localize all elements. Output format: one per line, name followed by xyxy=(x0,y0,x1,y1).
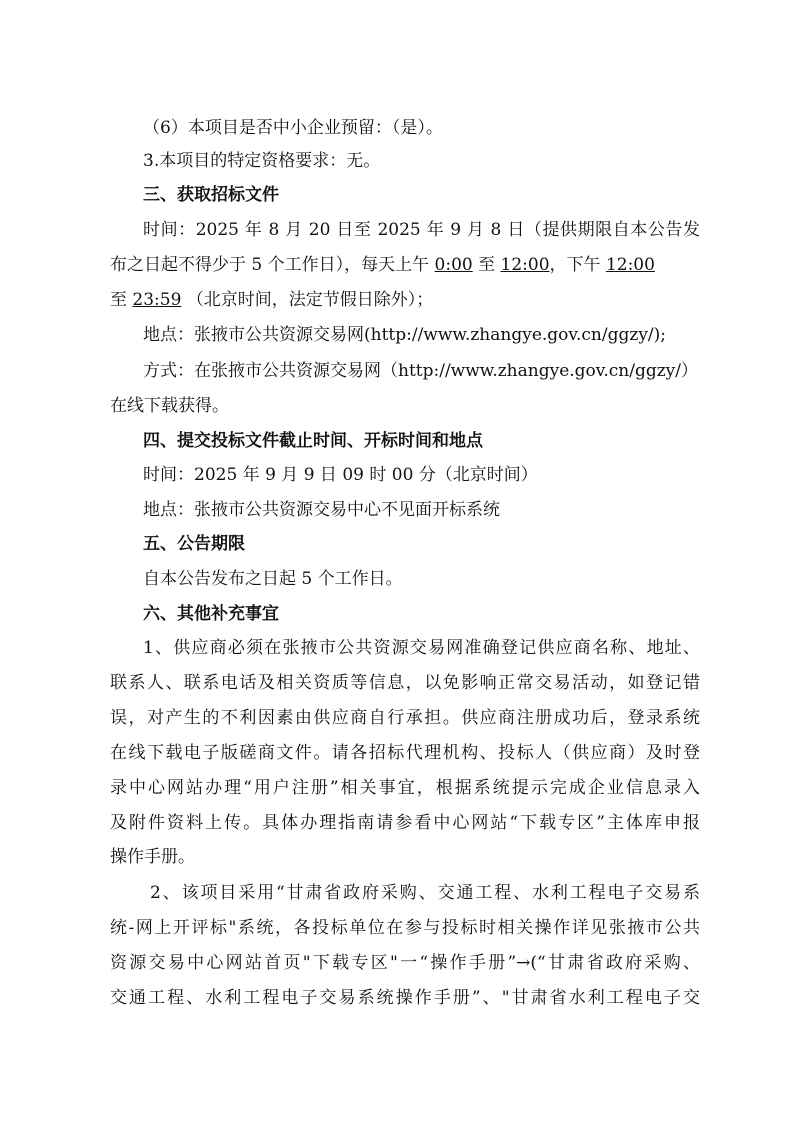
paragraph-2-line: 统-网上开评标"系统，各投标单位在参与投标时相关操作详见张掖市公共 xyxy=(110,918,700,938)
paragraph-1-line: 及附件资料上传。具体办理指南请参看中心网站“下载专区”主体库申报 xyxy=(110,813,700,833)
paragraph-1-line: 联系人、联系电话及相关资质等信息，以免影响正常交易活动，如登记错 xyxy=(110,673,700,693)
time-line-3-text: （北京时间，法定节假日除外）； xyxy=(181,290,434,310)
time-sep-1: 至 xyxy=(472,255,501,275)
deadline-place: 地点：张掖市公共资源交易中心不见面开标系统 xyxy=(143,500,500,520)
qualification-line: 3.本项目的特定资格要求：无。 xyxy=(143,151,381,171)
pm-end-time: 23:59 xyxy=(132,290,182,310)
section-heading-6: 六、其他补充事宜 xyxy=(143,604,279,624)
paragraph-2-line: 2、该项目采用“甘肃省政府采购、交通工程、水利工程电子交易系 xyxy=(150,883,700,903)
time-line-3-prefix: 至 xyxy=(110,290,133,310)
method-line-2: 在线下载获得。 xyxy=(110,396,229,416)
time-line-1: 时间：2025 年 8 月 20 日至 2025 年 9 月 8 日（提供期限自本公告发 xyxy=(143,220,700,240)
method-line-1: 方式：在张掖市公共资源交易网（http://www.zhangye.gov.cn/ggzy/） xyxy=(143,361,699,381)
deadline-time: 时间：2025 年 9 月 9 日 09 时 00 分（北京时间） xyxy=(143,465,538,485)
am-end-time: 12:00 xyxy=(500,255,550,275)
paragraph-1-line: 在线下载电子版磋商文件。请各招标代理机构、投标人（供应商）及时登 xyxy=(110,743,700,763)
section-heading-5: 五、公告期限 xyxy=(143,534,245,554)
paragraph-1-line: 误，对产生的不利因素由供应商自行承担。供应商注册成功后，登录系统 xyxy=(110,708,700,728)
place-line: 地点：张掖市公共资源交易网(http://www.zhangye.gov.cn/ggzy/); xyxy=(143,325,667,345)
paragraph-2-line: 交通工程、水利工程电子交易系统操作手册”、"甘肃省水利工程电子交 xyxy=(110,988,700,1008)
announcement-period: 自本公告发布之日起 5 个工作日。 xyxy=(143,569,403,589)
sme-reserved-line: （6）本项目是否中小企业预留：（是）。 xyxy=(143,118,443,138)
section-heading-3: 三、获取招标文件 xyxy=(143,185,279,205)
pm-start-time: 12:00 xyxy=(605,255,655,275)
time-sep-2: ，下午 xyxy=(549,255,606,275)
time-line-3 xyxy=(110,290,700,310)
time-line-2-text: 布之日起不得少于 5 个工作日），每天上午 xyxy=(110,255,435,275)
paragraph-1-line: 操作手册。 xyxy=(110,847,195,867)
paragraph-1-line: 录中心网站办理“用户注册”相关事宜，根据系统提示完成企业信息录入 xyxy=(110,778,700,798)
am-start-time: 0:00 xyxy=(434,255,473,275)
time-line-2 xyxy=(110,255,700,275)
section-heading-4: 四、提交投标文件截止时间、开标时间和地点 xyxy=(143,431,483,451)
paragraph-2-line: 资源交易中心网站首页"下载专区"一“操作手册”→(“甘肃省政府采购、 xyxy=(110,953,700,973)
paragraph-1-line: 1、供应商必须在张掖市公共资源交易网准确登记供应商名称、地址、 xyxy=(143,638,700,658)
